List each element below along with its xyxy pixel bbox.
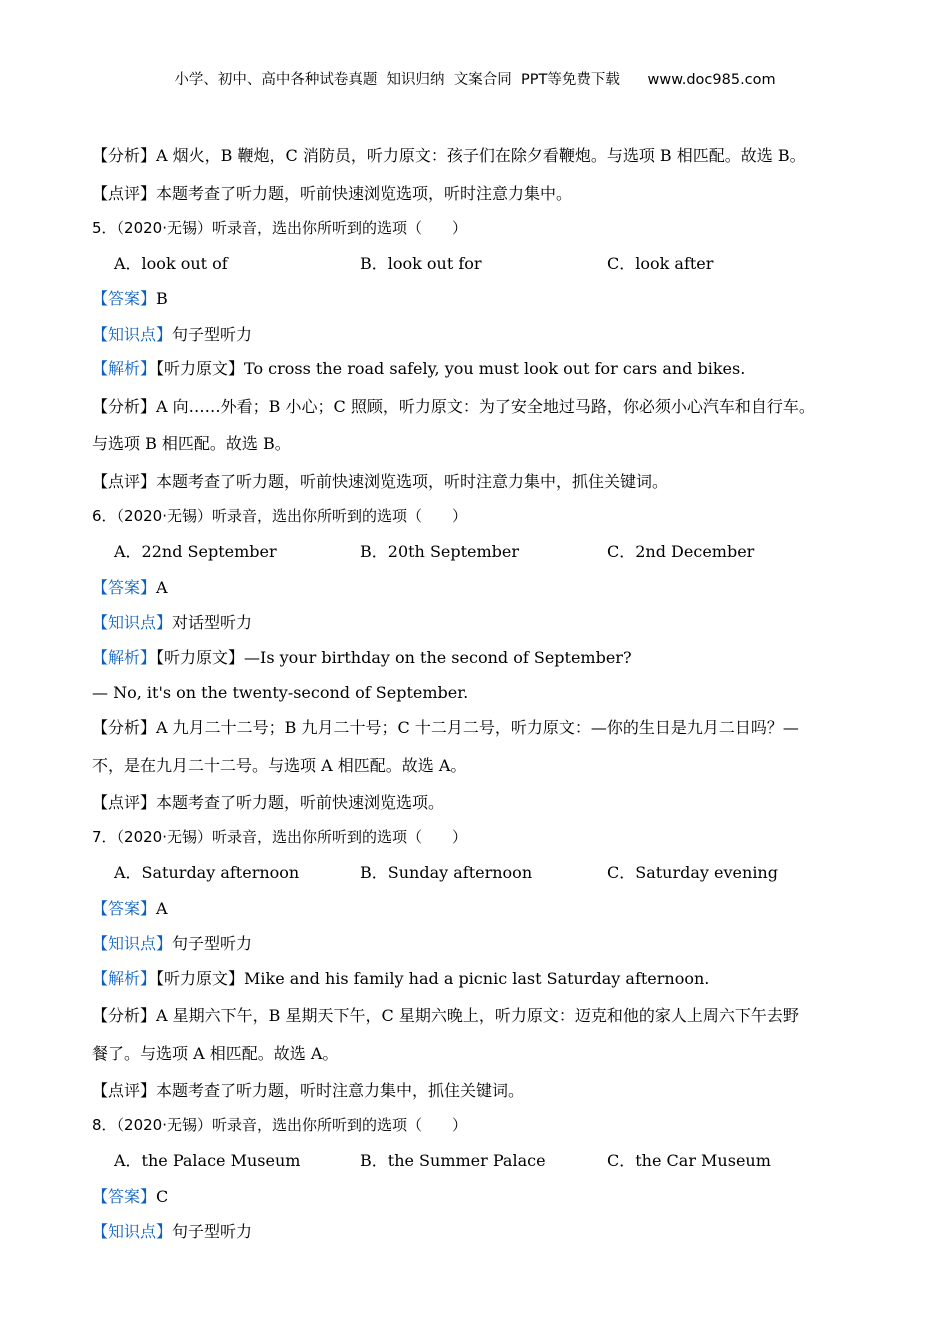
- comment-q5: 【点评】本题考查了听力题，听前快速浏览选项，听时注意力集中，抓住关键词。: [92, 472, 669, 491]
- option-7b: B．Sunday afternoon: [360, 863, 533, 882]
- option-6a: A．22nd September: [114, 542, 277, 561]
- question-6: 6．（2020·无锡）听录音，选出你所听到的选项（ ）: [92, 507, 467, 525]
- question-7: 7．（2020·无锡）听录音，选出你所听到的选项（ ）: [92, 828, 467, 846]
- answer-q7: 【答案】A: [92, 899, 168, 918]
- option-5c: C．look after: [607, 254, 714, 273]
- analysis-q5: 【分析】A 向……外看；B 小心；C 照顾，听力原文：为了安全地过马路，你必须小心汽车和自行车。: [92, 397, 815, 416]
- analysis-q7-cont: 餐了。与选项 A 相匹配。故选 A。: [92, 1044, 339, 1063]
- option-7a: A．Saturday afternoon: [114, 863, 300, 882]
- knowledge-q7: 【知识点】句子型听力: [92, 934, 253, 953]
- analysis-q5-cont: 与选项 B 相匹配。故选 B。: [92, 434, 291, 453]
- answer-q5: 【答案】B: [92, 289, 168, 308]
- comment-q4: 【点评】本题考查了听力题，听前快速浏览选项，听时注意力集中。: [92, 184, 573, 203]
- analysis-q6-cont: 不，是在九月二十二号。与选项 A 相匹配。故选 A。: [92, 756, 467, 775]
- analysis-q4: 【分析】A 烟火，B 鞭炮，C 消防员，听力原文：孩子们在除夕看鞭炮。与选项 B 相匹配。故选 B。: [92, 146, 806, 165]
- analysis-q7: 【分析】A 星期六下午，B 星期天下午，C 星期六晚上，听力原文：迈克和他的家人上周六下午去野: [92, 1006, 799, 1025]
- option-6c: C．2nd December: [607, 542, 755, 561]
- option-8b: B．the Summer Palace: [360, 1151, 546, 1170]
- option-5a: A．look out of: [114, 254, 228, 273]
- question-5: 5．（2020·无锡）听录音，选出你所听到的选项（ ）: [92, 219, 467, 237]
- option-8a: A．the Palace Museum: [114, 1151, 301, 1170]
- knowledge-q5: 【知识点】句子型听力: [92, 325, 253, 344]
- explanation-q6-cont: — No, it's on the twenty-second of September.: [92, 683, 469, 702]
- question-8: 8．（2020·无锡）听录音，选出你所听到的选项（ ）: [92, 1116, 467, 1134]
- knowledge-q8: 【知识点】句子型听力: [92, 1222, 253, 1241]
- explanation-q5: 【解析】【听力原文】To cross the road safely, you must look out for cars and bikes.: [92, 359, 746, 378]
- comment-q6: 【点评】本题考查了听力题，听前快速浏览选项。: [92, 793, 445, 812]
- explanation-q7: 【解析】【听力原文】Mike and his family had a picnic last Saturday afternoon.: [92, 969, 710, 988]
- page-header: 小学、初中、高中各种试卷真题 知识归纳 文案合同 PPT等免费下载 www.doc985.com: [174, 72, 776, 88]
- comment-q7: 【点评】本题考查了听力题，听时注意力集中，抓住关键词。: [92, 1081, 525, 1100]
- answer-q6: 【答案】A: [92, 578, 168, 597]
- option-5b: B．look out for: [360, 254, 482, 273]
- option-7c: C．Saturday evening: [607, 863, 778, 882]
- knowledge-q6: 【知识点】对话型听力: [92, 613, 253, 632]
- answer-q8: 【答案】C: [92, 1187, 169, 1206]
- analysis-q6: 【分析】A 九月二十二号；B 九月二十号；C 十二月二号，听力原文：—你的生日是九月二日吗？—: [92, 718, 799, 737]
- option-8c: C．the Car Museum: [607, 1151, 771, 1170]
- option-6b: B．20th September: [360, 542, 520, 561]
- explanation-q6: 【解析】【听力原文】—Is your birthday on the second of September?: [92, 648, 632, 667]
